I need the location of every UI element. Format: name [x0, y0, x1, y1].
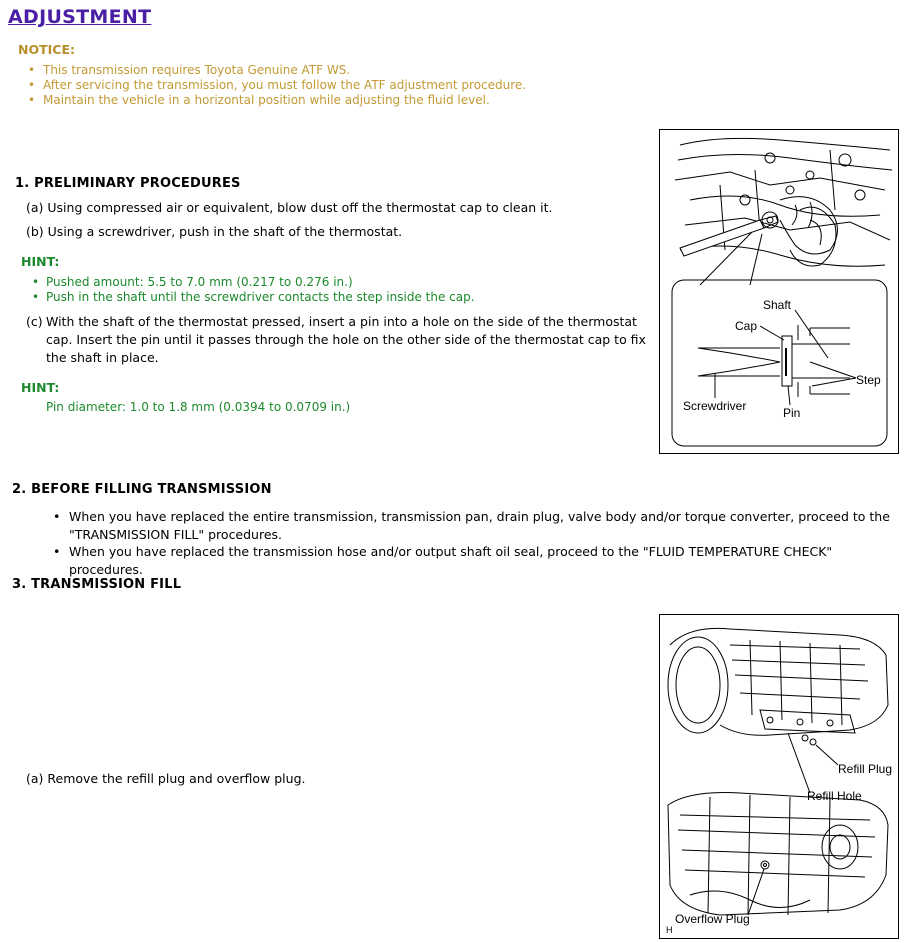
label-pin: Pin: [783, 406, 801, 420]
step-b-push-shaft: (b) Using a screwdriver, push in the shaft of the thermostat.: [26, 224, 403, 239]
before-filling-list: [53, 508, 893, 578]
transmission-illustration: [660, 615, 898, 938]
label-refill-hole: Refill Hole: [807, 789, 862, 803]
label-step: Step: [856, 373, 881, 387]
step-c-text: With the shaft of the thermostat pressed, insert a pin into a hole on the side of the thermostat cap. Insert the pin until it passes through the hole on the other side of the thermostat cap to fix the shaft in place.: [46, 314, 646, 365]
step-a-clean-cap: (a) Using compressed air or equivalent, blow dust off the thermostat cap to clean it.: [26, 200, 553, 215]
notice-item: • This transmission requires Toyota Genuine ATF WS.: [28, 63, 526, 78]
label-shaft: Shaft: [763, 298, 792, 312]
section-heading-before-filling: 2. BEFORE FILLING TRANSMISSION: [12, 482, 272, 497]
label-overflow-plug: Overflow Plug: [675, 912, 750, 926]
page-title: ADJUSTMENT: [8, 6, 152, 28]
figure-corner-mark: H: [666, 925, 673, 935]
notice-heading: NOTICE:: [18, 42, 75, 57]
hint-heading: HINT:: [21, 254, 60, 269]
section-heading-preliminary: 1. PRELIMINARY PROCEDURES: [15, 176, 241, 191]
label-screwdriver: Screwdriver: [683, 399, 747, 413]
hint-item: • Pushed amount: 5.5 to 7.0 mm (0.217 to 0.276 in.): [32, 275, 475, 290]
hint-text-pin-diameter: Pin diameter: 1.0 to 1.8 mm (0.0394 to 0.0709 in.): [46, 400, 351, 414]
section-heading-transmission-fill: 3. TRANSMISSION FILL: [12, 577, 182, 592]
figure-thermostat: [659, 129, 899, 454]
hint-list: [32, 275, 475, 305]
thermostat-illustration: [660, 130, 898, 453]
hint-heading: HINT:: [21, 380, 60, 395]
hint-item: • Push in the shaft until the screwdriver contacts the step inside the cap.: [32, 290, 475, 305]
notice-list: [28, 63, 526, 108]
label-cap: Cap: [735, 319, 758, 333]
step-c-label: (c): [26, 314, 43, 329]
figure-transmission: [659, 614, 899, 939]
list-item: • When you have replaced the entire transmission, transmission pan, drain plug, valve body and/or torque converter, proceed to the "TRANSMISSION FILL" procedures.: [53, 508, 893, 543]
step-a-remove-plugs: (a) Remove the refill plug and overflow plug.: [26, 771, 306, 786]
notice-item: • Maintain the vehicle in a horizontal position while adjusting the fluid level.: [28, 93, 526, 108]
notice-item: • After servicing the transmission, you must follow the ATF adjustment procedure.: [28, 78, 526, 93]
step-c-insert-pin: [26, 313, 652, 367]
list-item: • When you have replaced the transmission hose and/or output shaft oil seal, proceed to the "FLUID TEMPERATURE CHECK" procedures.: [53, 543, 893, 578]
label-refill-plug: Refill Plug: [838, 762, 893, 776]
